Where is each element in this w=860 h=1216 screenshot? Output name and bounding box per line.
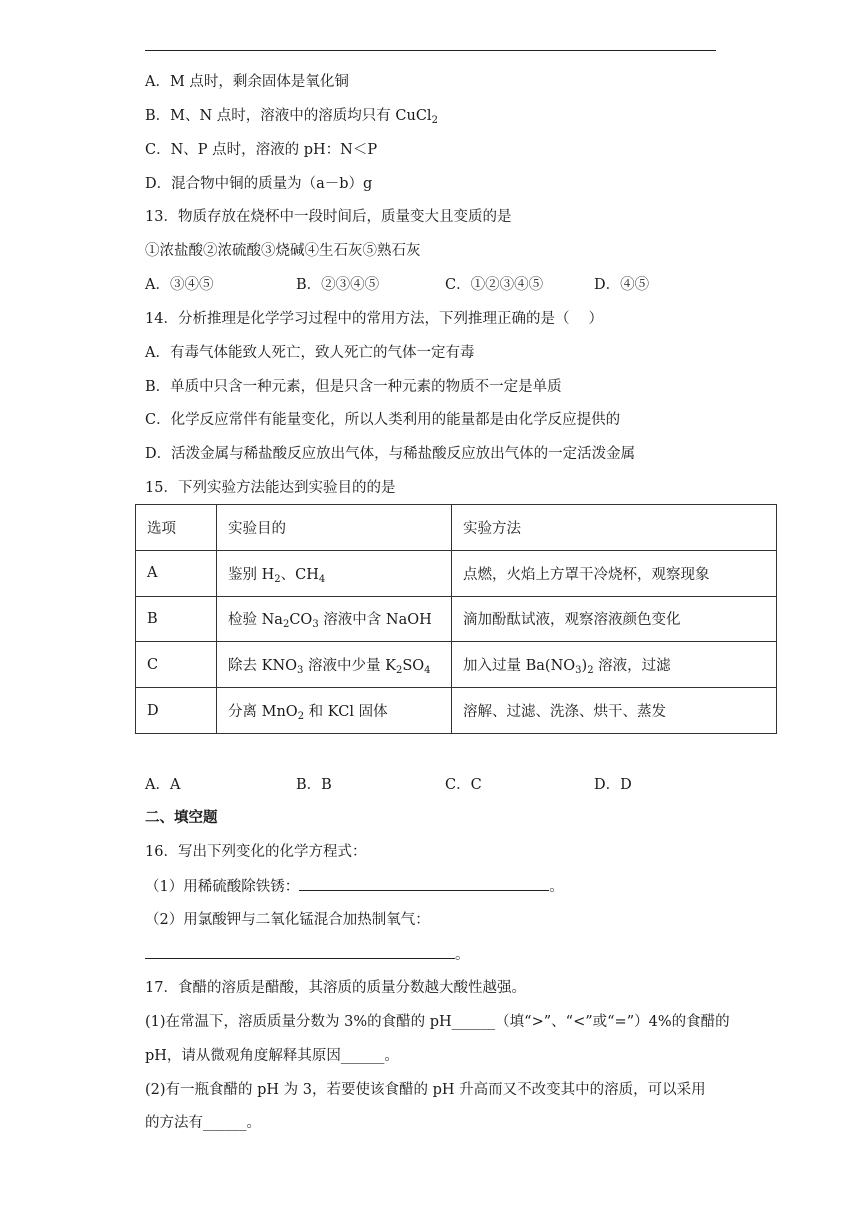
q17-stem: 17．食醋的溶质是醋酸，其溶质的质量分数越大酸性越强。 (145, 980, 526, 996)
q14-option-d: D．活泼金属与稀盐酸反应放出气体，与稀盐酸反应放出气体的一定活泼金属 (145, 446, 636, 462)
q15-option-c: C．C (445, 777, 482, 793)
cell-goal: 分离 MnO$_2$ 和 KCl 固体 (217, 688, 452, 734)
experiment-table (135, 504, 777, 734)
q16-part2: （2）用氯酸钾与二氧化锰混合加热制氧气： (145, 912, 430, 928)
section-heading: 二、填空题 (145, 809, 218, 826)
q17-part2-line2: 的方法有______。 (145, 1115, 261, 1131)
q16-part2-answer: 。 (145, 944, 470, 965)
q13-option-a: A．③④⑤ (145, 277, 214, 293)
q14-option-c: C．化学反应常伴有能量变化，所以人类利用的能量都是由化学反应提供的 (145, 412, 621, 428)
cell-method: 滴加酚酞试液，观察溶液颜色变化 (452, 596, 777, 642)
q13-stem: 13．物质存放在烧杯中一段时间后，质量变大且变质的是 (145, 209, 512, 225)
q17-part1-line2: pH，请从微观角度解释其原因______。 (145, 1048, 399, 1064)
cell-method: 溶解、过滤、洗涤、烘干、蒸发 (452, 688, 777, 734)
header-method: 实验方法 (452, 505, 777, 551)
table-row (136, 688, 777, 734)
q12-option-a: A．M 点时，剩余固体是氧化铜 (145, 74, 349, 90)
cell-goal: 鉴别 $H_2$、$CH_4$ (217, 550, 452, 596)
q14-option-b: B．单质中只含一种元素，但是只含一种元素的物质不一定是单质 (145, 379, 562, 395)
cell-goal: 检验 $Na_2CO_3$ 溶液中含 NaOH (217, 596, 452, 642)
answer-blank[interactable] (145, 944, 455, 959)
q13-option-d: D．④⑤ (594, 277, 650, 293)
q15-option-d: D．D (594, 777, 632, 793)
q13-option-b: B．②③④⑤ (296, 277, 380, 293)
header-goal: 实验目的 (217, 505, 452, 551)
cell-option: B (136, 596, 217, 642)
q12-option-d: D．混合物中铜的质量为（a－b）g (145, 176, 373, 192)
q14-stem: 14．分析推理是化学学习过程中的常用方法，下列推理正确的是（ ） (145, 311, 604, 327)
cell-method: 加入过量 $Ba(NO_3)_2$ 溶液，过滤 (452, 642, 777, 688)
table-row (136, 550, 777, 596)
cell-option: D (136, 688, 217, 734)
q17-part1-line1: (1)在常温下，溶质质量分数为 3%的食醋的 pH______（填“>”、“<”或“=”）4%的食醋的 (145, 1014, 730, 1030)
q14-option-a: A．有毒气体能致人死亡，致人死亡的气体一定有毒 (145, 345, 475, 361)
answer-blank[interactable] (299, 876, 549, 891)
table-header-row (136, 505, 777, 551)
q15-stem: 15．下列实验方法能达到实验目的的是 (145, 480, 396, 496)
q13-items: ①浓盐酸②浓硫酸③烧碱④生石灰⑤熟石灰 (145, 243, 421, 259)
q15-option-b: B．B (296, 777, 332, 793)
header-option: 选项 (136, 505, 217, 551)
q16-part1: （1）用稀硫酸除铁锈： 。 (145, 876, 564, 897)
q12-option-c: C．N、P 点时，溶液的 pH：N＜P (145, 142, 378, 158)
q12-option-b: B．M、N 点时，溶液中的溶质均只有 CuCl$_2$ (145, 108, 438, 126)
header-rule (145, 50, 716, 51)
cell-method: 点燃，火焰上方罩干冷烧杯，观察现象 (452, 550, 777, 596)
cell-goal: 除去 $KNO_3$ 溶液中少量 $K_2SO_4$ (217, 642, 452, 688)
q13-option-c: C．①②③④⑤ (445, 277, 544, 293)
table-row (136, 596, 777, 642)
cell-option: A (136, 550, 217, 596)
cell-option: C (136, 642, 217, 688)
q16-stem: 16．写出下列变化的化学方程式： (145, 844, 367, 860)
q17-part2-line1: (2)有一瓶食醋的 pH 为 3，若要使该食醋的 pH 升高而又不改变其中的溶质，可以采用 (145, 1082, 706, 1098)
q15-option-a: A．A (145, 777, 181, 793)
table-row (136, 642, 777, 688)
